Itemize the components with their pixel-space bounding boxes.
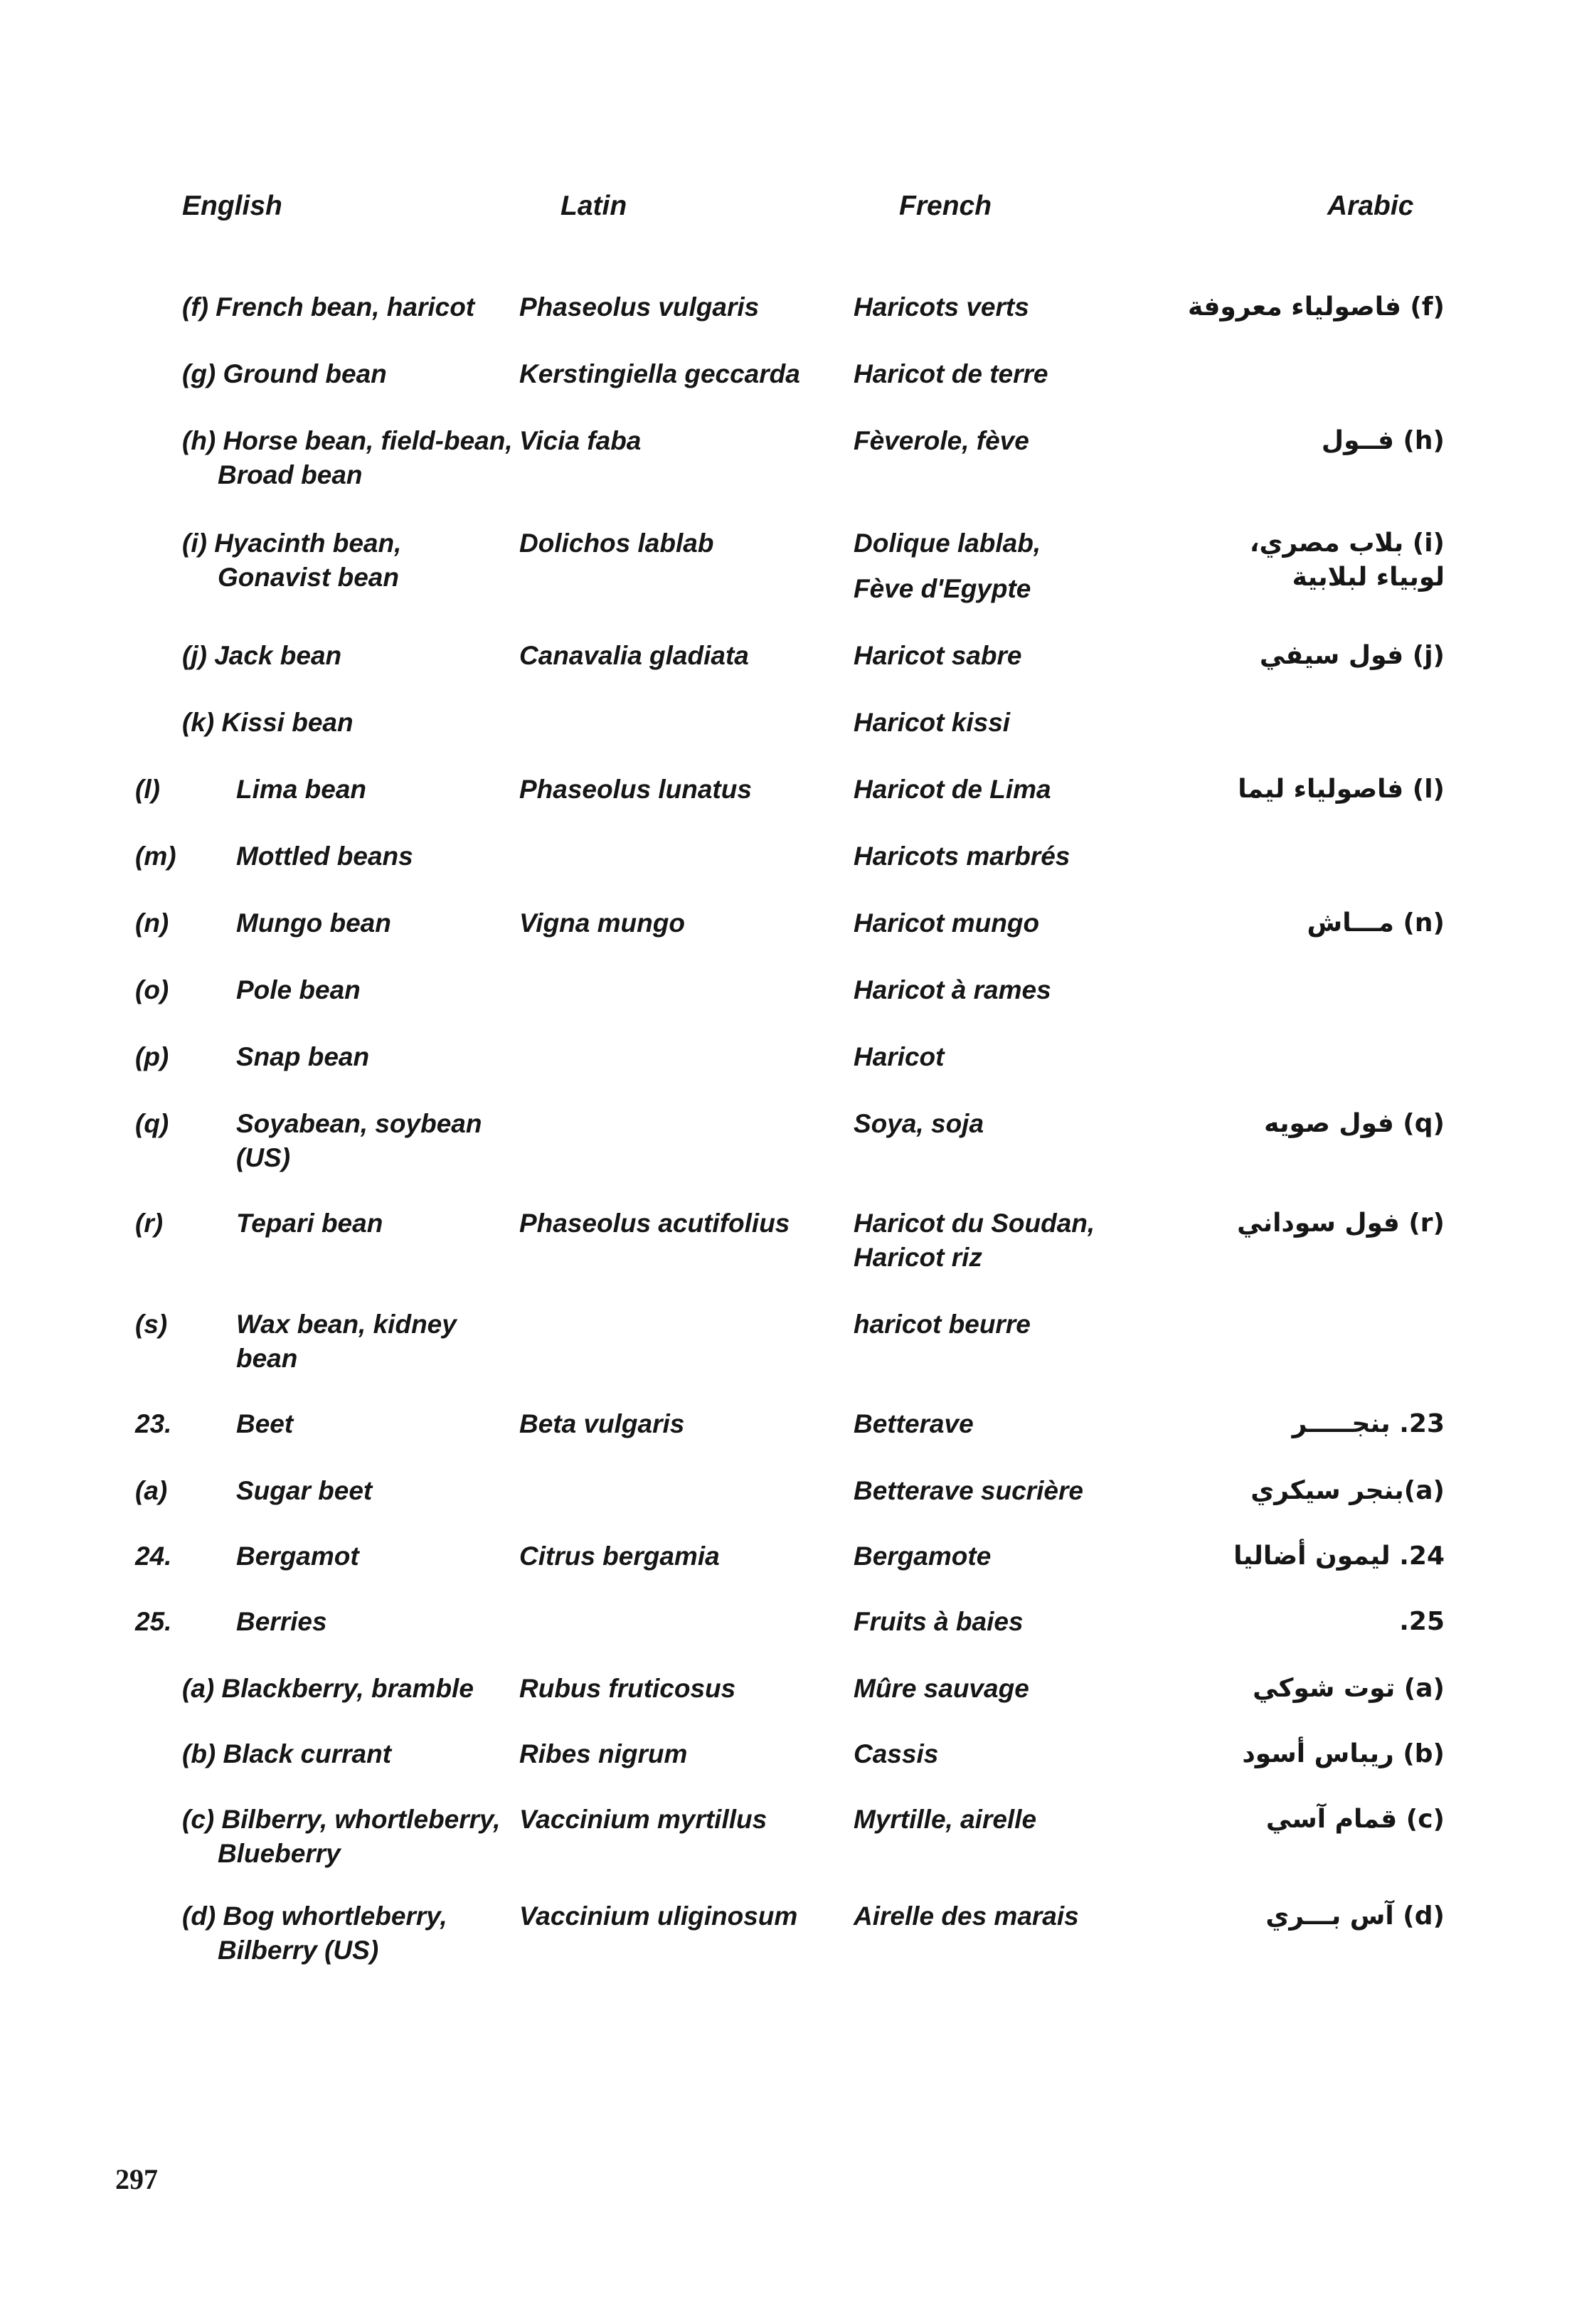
latin-term: Ribes nigrum: [519, 1739, 688, 1768]
french-term: Haricot kissi: [854, 708, 1011, 737]
english-term: Pole bean: [236, 975, 361, 1004]
french-term: Mûre sauvage: [854, 1674, 1029, 1703]
entry-label: (l): [135, 775, 160, 804]
entry-label: (s): [135, 1310, 168, 1339]
latin-term: Citrus bergamia: [519, 1542, 720, 1571]
french-term: Haricot sabre: [854, 641, 1022, 670]
arabic-term: (q) فول صويه: [1264, 1109, 1445, 1138]
arabic-term: (a) توت شوكي: [1253, 1674, 1445, 1703]
arabic-term: (d) آس بـــري: [1265, 1901, 1445, 1931]
entry-label: 25.: [135, 1607, 172, 1636]
english-term: (d) Bog whortleberry, Bilberry (US): [182, 1901, 447, 1965]
arabic-term: (b) ريباس أسود: [1242, 1739, 1445, 1768]
english-term: Beet: [236, 1409, 294, 1438]
latin-term: Vigna mungo: [519, 908, 685, 938]
entry-label: (q): [135, 1109, 169, 1138]
column-header-latin: Latin: [560, 191, 627, 221]
french-term: Soya, soja: [854, 1109, 984, 1138]
french-term: Haricot du Soudan, Haricot riz: [854, 1209, 1095, 1272]
latin-term: Vicia faba: [519, 426, 642, 455]
english-term: Snap bean: [236, 1042, 370, 1071]
arabic-term: (n) مـــاش: [1307, 908, 1445, 938]
entry-label: 23.: [135, 1409, 172, 1438]
arabic-term: (h) فــول: [1321, 426, 1445, 455]
latin-term: Phaseolus acutifolius: [519, 1209, 790, 1238]
arabic-term: (a)بنجر سيكري: [1250, 1476, 1445, 1505]
latin-term: Canavalia gladiata: [519, 641, 749, 670]
arabic-term: (r) فول سوداني: [1237, 1209, 1445, 1238]
arabic-term: (c) قمام آسي: [1265, 1805, 1445, 1834]
latin-term: Phaseolus lunatus: [519, 775, 752, 804]
entry-label: (m): [135, 842, 176, 871]
french-term: Haricot de terre: [854, 359, 1048, 388]
entry-label: (a): [135, 1476, 168, 1505]
entry-label: (o): [135, 975, 169, 1004]
latin-term: Beta vulgaris: [519, 1409, 685, 1438]
french-term: Bergamote: [854, 1542, 992, 1571]
english-term: Mottled beans: [236, 842, 413, 871]
english-term: Bergamot: [236, 1542, 359, 1571]
english-term: (c) Bilberry, whortleberry, Blueberry: [182, 1805, 501, 1868]
column-header-arabic: Arabic: [1327, 191, 1414, 221]
english-term: Lima bean: [236, 775, 366, 804]
latin-term: Kerstingiella geccarda: [519, 359, 800, 388]
french-term: Myrtille, airelle: [854, 1805, 1037, 1834]
arabic-term: (f) فاصولياء معروفة: [1187, 292, 1445, 322]
latin-term: Rubus fruticosus: [519, 1674, 736, 1703]
arabic-term: (j) فول سيفي: [1259, 641, 1445, 670]
column-header-english: English: [182, 191, 282, 221]
french-term: Haricot à rames: [854, 975, 1051, 1004]
arabic-term: (i) بلاب مصري، لوبياء لبلابية: [1249, 529, 1445, 592]
french-term: Betterave: [854, 1409, 974, 1438]
english-term: (j) Jack bean: [182, 641, 342, 670]
page-number: 297: [115, 2163, 158, 2195]
english-term: Sugar beet: [236, 1476, 373, 1505]
arabic-term: (l) فاصولياء ليما: [1238, 775, 1445, 804]
french-term: Betterave sucrière: [854, 1476, 1083, 1505]
english-term: (h) Horse bean, field-bean, Broad bean: [182, 426, 513, 489]
entry-label: 24.: [135, 1542, 172, 1571]
latin-term: Phaseolus vulgaris: [519, 292, 760, 322]
latin-term: Vaccinium uliginosum: [519, 1901, 798, 1931]
english-term: (f) French bean, haricot: [182, 292, 475, 322]
french-term: Haricots marbrés: [854, 842, 1070, 871]
latin-term: Dolichos lablab: [519, 529, 714, 558]
english-term: Soyabean, soybean (US): [236, 1109, 482, 1172]
arabic-term: 25.: [1399, 1607, 1445, 1636]
french-term: Fèverole, fève: [854, 426, 1029, 455]
english-term: Tepari bean: [236, 1209, 383, 1238]
entry-label: (p): [135, 1042, 169, 1071]
english-term: (g) Ground bean: [182, 359, 387, 388]
french-term: Fruits à baies: [854, 1607, 1024, 1636]
english-term: Wax bean, kidney bean: [236, 1310, 457, 1373]
column-header-french: French: [899, 191, 992, 221]
arabic-term: 23. بنجـــــر: [1292, 1409, 1445, 1438]
english-term: (k) Kissi bean: [182, 708, 354, 737]
french-term: Haricots verts: [854, 292, 1029, 322]
french-term: Cassis: [854, 1739, 939, 1768]
french-term: Airelle des marais: [854, 1901, 1079, 1931]
english-term: Mungo bean: [236, 908, 391, 938]
french-term: Haricot de Lima: [854, 775, 1051, 804]
french-term: Haricot: [854, 1042, 945, 1071]
latin-term: Vaccinium myrtillus: [519, 1805, 767, 1834]
french-term: Dolique lablab, Fève d'Egypte: [854, 529, 1041, 603]
english-term: Berries: [236, 1607, 327, 1636]
entry-label: (n): [135, 908, 169, 938]
english-term: (a) Blackberry, bramble: [182, 1674, 474, 1703]
english-term: (i) Hyacinth bean, Gonavist bean: [182, 529, 402, 592]
french-term: Haricot mungo: [854, 908, 1040, 938]
english-term: (b) Black currant: [182, 1739, 392, 1768]
entry-label: (r): [135, 1209, 164, 1238]
arabic-term: 24. ليمون أضاليا: [1233, 1542, 1445, 1571]
french-term: haricot beurre: [854, 1310, 1031, 1339]
